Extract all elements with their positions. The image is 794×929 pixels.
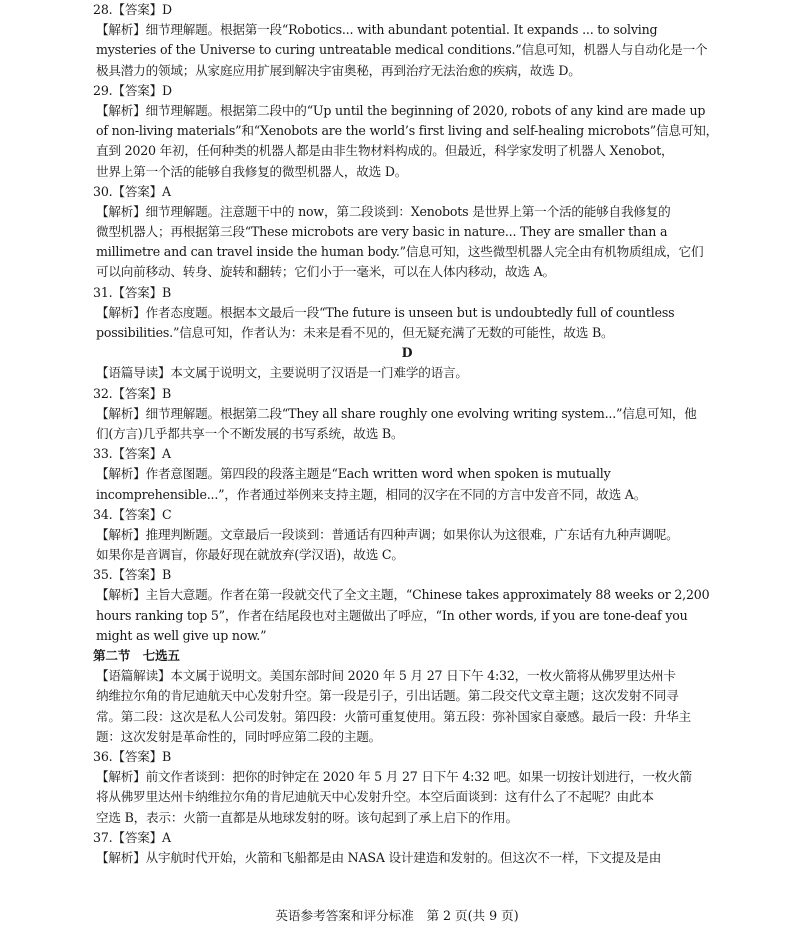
text-line: 世界上第一个活的能够自我修复的微型机器人，故选 D。 <box>96 163 408 179</box>
text-line: 【解析】从宇航时代开始，火箭和飞船都是由 NASA 设计建造和发射的。但这次不一样，下文提及是由 <box>96 849 662 865</box>
answer-line: 35.【答案】B <box>93 567 172 583</box>
text-line: possibilities.”信息可知，作者认为：未来是看不见的，但无疑充满了无数的可能性，故选 B。 <box>96 325 614 340</box>
text-line: 【语篇解读】本文属于说明文。美国东部时间 2020 年 5 月 27 日下午 4:32，一枚火箭将从佛罗里达州卡 <box>96 668 676 684</box>
text-line: 【解析】作者态度题。根据本文最后一段“The future is unseen but is undoubtedly full of countless <box>96 304 675 320</box>
answer-line: 28.【答案】D <box>93 2 172 17</box>
text-line: of non-living materials”和“Xenobots are the world’s first living and self-healing microbots”信息可知， <box>96 123 719 139</box>
text-line: 将从佛罗里达州卡纳维拉尔角的肯尼迪航天中心发射升空。本空后面谈到：这有什么了不起呢？由此本 <box>96 789 654 805</box>
text-line: might as well give up now.” <box>96 627 267 643</box>
text-line: 【解析】细节理解题。根据第二段“They all share roughly one evolving writing system...”信息可知，他 <box>96 405 697 421</box>
text-line: incomprehensible...”，作者通过举例来支持主题，相同的汉字在不同的方言中发音不同，故选 A。 <box>96 486 647 502</box>
text-line: 们(方言)几乎都共享一个不断发展的书写系统，故选 B。 <box>96 425 404 441</box>
text-line: 【解析】细节理解题。根据第一段“Robotics... with abundant potential. It expands ... to solving <box>96 22 658 38</box>
text-line: 【解析】推理判断题。文章最后一段谈到：普通话有四种声调；如果你认为这很难，广东话有九种声调呢。 <box>96 526 679 542</box>
page-footer: 英语参考答案和评分标准 第 2 页(共 9 页) <box>275 908 519 923</box>
answer-line: 31.【答案】B <box>93 284 172 300</box>
answer-line: 32.【答案】B <box>93 385 172 401</box>
answer-line: 33.【答案】A <box>93 446 171 462</box>
text-line: 【解析】细节理解题。根据第二段中的“Up until the beginning of 2020, robots of any kind are made up <box>96 102 706 118</box>
text-line: 【解析】前文作者谈到：把你的时钟定在 2020 年 5 月 27 日下午 4:32 吧。如果一切按计划进行，一枚火箭 <box>96 769 692 785</box>
answer-line: 34.【答案】C <box>93 506 172 522</box>
answer-line: 36.【答案】B <box>93 748 172 764</box>
section-heading: D <box>401 345 413 361</box>
text-line: mysteries of the Universe to curing untreatable medical conditions.”信息可知，机器人与自动化是一个 <box>96 42 708 58</box>
answer-line: 37.【答案】A <box>93 829 171 845</box>
answer-key-page <box>93 0 721 868</box>
text-line: 直到 2020 年初，任何种类的机器人都是由非生物材料构成的。但最近，科学家发明了机器人 Xenobot， <box>96 143 674 159</box>
text-line: 微型机器人；再根据第三段“These microbots are very basic in nature... They are smaller than a <box>96 224 668 240</box>
text-line: 空选 B，表示：火箭一直都是从地球发射的呀。该句起到了承上启下的作用。 <box>96 809 518 825</box>
text-line: 【语篇导读】本文属于说明文，主要说明了汉语是一门难学的语言。 <box>96 365 468 381</box>
text-line: 题：这次发射是革命性的，同时呼应第二段的主题。 <box>96 728 382 744</box>
text-line: 极具潜力的领域；从家庭应用扩展到解决宇宙奥秘，再到治疗无法治愈的疾病，故选 D。 <box>96 62 581 78</box>
text-line: hours ranking top 5”，作者在结尾段也对主题做出了呼应，“In other words, if you are tone-deaf you <box>96 607 688 623</box>
text-line: 常。第二段：这次是私人公司发射。第四段：火箭可重复使用。第五段：弥补国家自豪感。最后一段：升华主 <box>96 708 691 724</box>
text-line: millimetre and can travel inside the human body.”信息可知，这些微型机器人完全由有机物质组成，它们 <box>96 244 704 260</box>
text-line: 【解析】主旨大意题。作者在第一段就交代了全文主题，“Chinese takes approximately 88 weeks or 2,200 <box>96 587 710 603</box>
text-line: 可以向前移动、转身、旋转和翻转；它们小于一毫米，可以在人体内移动，故选 A。 <box>96 264 555 280</box>
part-heading: 第二节 七选五 <box>93 648 180 663</box>
text-line: 【解析】作者意图题。第四段的段落主题是“Each written word when spoken is mutually <box>96 466 611 482</box>
answer-line: 30.【答案】A <box>93 183 171 199</box>
text-line: 纳维拉尔角的肯尼迪航天中心发射升空。第一段是引子，引出话题。第二段交代文章主题；这次发射不同寻 <box>96 688 679 704</box>
text-line: 【解析】细节理解题。注意题干中的 now，第二段谈到：Xenobots 是世界上第一个活的能够自我修复的 <box>96 203 671 219</box>
answer-line: 29.【答案】D <box>93 82 172 98</box>
text-line: 如果你是音调盲，你最好现在就放弃(学汉语)，故选 C。 <box>96 547 404 563</box>
